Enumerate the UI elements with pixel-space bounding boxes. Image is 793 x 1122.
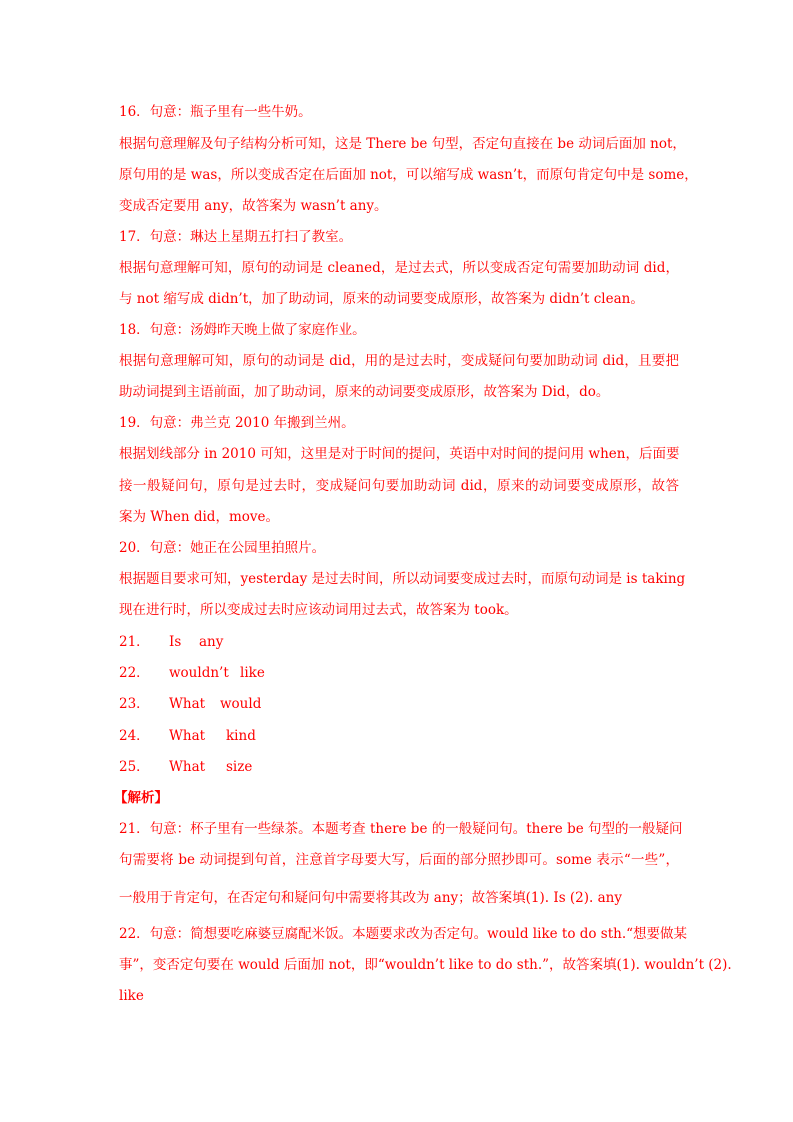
answer-blank-2: like: [240, 665, 265, 681]
answer-blank-2: would: [220, 696, 262, 712]
answer-row: [119, 757, 252, 777]
answer-row: [119, 694, 261, 714]
q21-analysis-line-2: 句需要将 be 动词提到句首，注意首字母要大写，后面的部分照抄即可。some 表示“一些”，: [119, 852, 679, 868]
answer-blank-1: Is: [169, 634, 182, 650]
q16-explanation-line-3: 变成否定要用 any，故答案为 wasn’t any。: [119, 198, 388, 214]
answer-number: 21．: [119, 634, 150, 650]
q18-explanation-line-2: 助动词提到主语前面，加了助动词，原来的动词要变成原形，故答案为 Did，do。: [119, 384, 610, 400]
q19-explanation-line-2: 接一般疑问句，原句是过去时，变成疑问句要加助动词 did，原来的动词要变成原形，故答: [119, 478, 679, 494]
q21-analysis-line-1: 21．句意：杯子里有一些绿茶。本题考查 there be 的一般疑问句。there be 句型的一般疑问: [119, 821, 683, 837]
answer-row: [119, 663, 265, 683]
answer-blank-1: What: [169, 728, 206, 744]
q20-explanation-line-2: 现在进行时，所以变成过去时应该动词用过去式，故答案为 took。: [119, 602, 518, 618]
q16-title: 16．句意：瓶子里有一些牛奶。: [119, 104, 312, 120]
answer-blank-1: What: [169, 759, 206, 775]
q18-title: 18．句意：汤姆昨天晚上做了家庭作业。: [119, 322, 366, 338]
q17-title: 17．句意：琳达上星期五打扫了教室。: [119, 229, 353, 245]
answer-blank-1: wouldn’t: [169, 665, 229, 681]
answer-blank-2: any: [199, 634, 224, 650]
q17-explanation-line-1: 根据句意理解可知，原句的动词是 cleaned，是过去式，所以变成否定句需要加助动词 did，: [119, 260, 679, 276]
q18-explanation-line-1: 根据句意理解可知，原句的动词是 did，用的是过去时，变成疑问句要加助动词 did，且要把: [119, 353, 679, 369]
answer-number: 25．: [119, 759, 150, 775]
answer-row: [119, 726, 256, 746]
q19-explanation-line-3: 案为 When did，move。: [119, 509, 279, 525]
q20-explanation-line-1: 根据题目要求可知，yesterday 是过去时间，所以动词要变成过去时，而原句动词是 is taking: [119, 571, 686, 587]
q22-analysis-line-3: like: [119, 988, 144, 1004]
answer-number: 23．: [119, 696, 150, 712]
q19-title: 19．句意：弗兰克 2010 年搬到兰州。: [119, 415, 355, 431]
analysis-heading: 【解析】: [114, 790, 168, 806]
q17-explanation-line-2: 与 not 缩写成 didn’t，加了助动词，原来的动词要变成原形，故答案为 didn’t clean。: [119, 291, 644, 307]
q20-title: 20．句意：她正在公园里拍照片。: [119, 540, 326, 556]
q19-explanation-line-1: 根据划线部分 in 2010 可知，这里是对于时间的提问，英语中对时间的提问用 when，后面要: [119, 446, 680, 462]
answer-row: [119, 632, 223, 652]
q21-analysis-line-3: 一般用于肯定句，在否定句和疑问句中需要将其改为 any；故答案填(1). Is (2). any: [119, 890, 622, 906]
q16-explanation-line-2: 原句用的是 was，所以变成否定在后面加 not，可以缩写成 wasn’t，而原句肯定句中是 some，: [119, 167, 698, 183]
q22-analysis-line-1: 22．句意：简想要吃麻婆豆腐配米饭。本题要求改为否定句。would like to do sth.“想要做某: [119, 926, 688, 942]
answer-number: 22．: [119, 665, 150, 681]
answer-blank-2: size: [226, 759, 253, 775]
answer-blank-1: What: [169, 696, 206, 712]
answer-number: 24．: [119, 728, 150, 744]
answer-blank-2: kind: [226, 728, 256, 744]
q16-explanation-line-1: 根据句意理解及句子结构分析可知，这是 There be 句型，否定句直接在 be 动词后面加 not，: [119, 136, 686, 152]
q22-analysis-line-2: 事”，变否定句要在 would 后面加 not，即“wouldn’t like to do sth.”，故答案填(1). wouldn’t (2).: [119, 957, 732, 973]
